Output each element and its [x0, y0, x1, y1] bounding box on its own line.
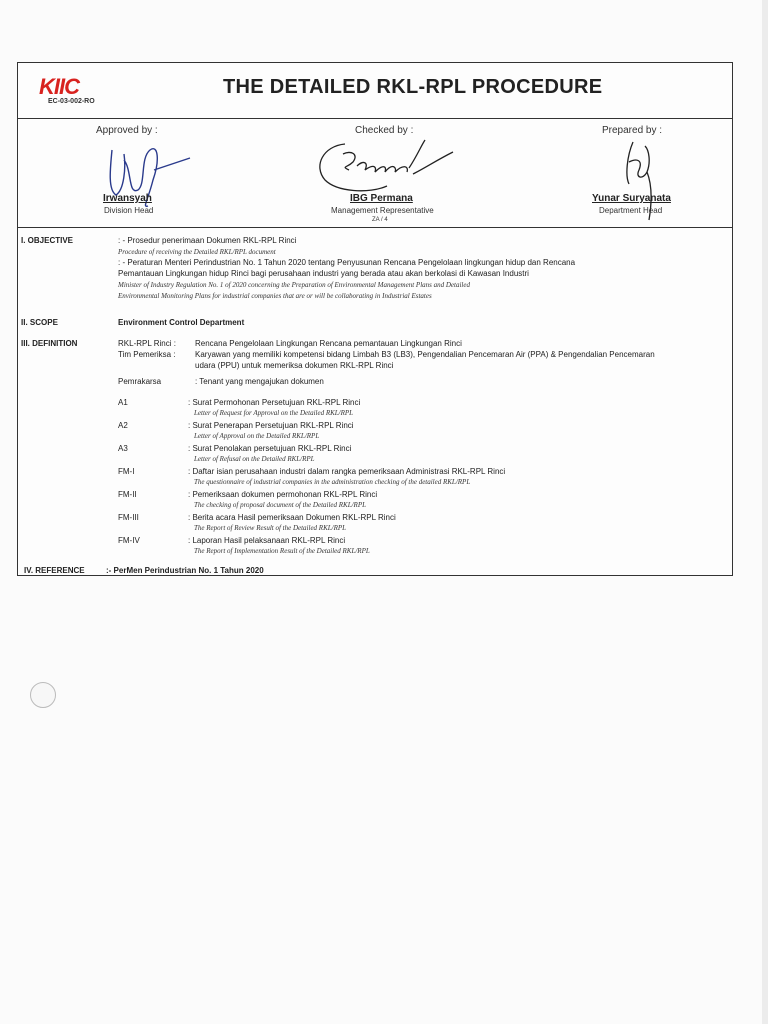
objective-line-2: : - Peraturan Menteri Perindustrian No. 1 Tahun 2020 tentang Penyusunan Rencana Pengelolaan lingkungan hidup dan Rencana — [118, 258, 576, 267]
signature-row — [18, 118, 732, 228]
kiic-logo — [38, 75, 114, 97]
form-en-fm4: The Report of Implementation Result of the Detailed RKL/RPL — [194, 547, 370, 555]
objective-line-2-en: Minister of Industry Regulation No. 1 of 2020 concerning the Preparation of Environmental Management Plans and Detailed — [118, 281, 470, 289]
checked-note: ZA / 4 — [372, 217, 388, 223]
document-code: EC-03-002-RO — [48, 98, 95, 105]
def-desc-3: : Tenant yang mengajukan dokumen — [195, 377, 324, 386]
objective-line-3-en: Environmental Monitoring Plans for industrial companies that are or will be collaborating in Industrial Estates — [118, 292, 432, 300]
form-code-fm1: FM-I — [118, 467, 135, 476]
form-title-fm3: : Berita acara Hasil pemeriksaan Dokumen RKL-RPL Rinci — [188, 513, 396, 522]
form-en-fm2: The checking of proposal document of the Detailed RKL/RPL — [194, 501, 366, 509]
scope-value: Environment Control Department — [118, 318, 245, 327]
prepared-label: Prepared by : — [602, 125, 663, 136]
def-desc-2: Karyawan yang memiliki kompetensi bidang Limbah B3 (LB3), Pengendalian Pencemaran Air (PPA) & Pengendalian Pencemaran — [195, 350, 655, 359]
kiic-logo-text: KIIC — [39, 75, 79, 97]
document-header — [18, 63, 732, 119]
reference-value: :- PerMen Perindustrian No. 1 Tahun 2020 — [106, 566, 264, 575]
form-en-a2: Letter of Approval on the Detailed RKL/RPL — [194, 432, 320, 440]
prepared-block — [508, 118, 734, 227]
form-code-a2: A2 — [118, 421, 128, 430]
objective-label: I. OBJECTIVE — [21, 236, 74, 245]
reference-label: IV. REFERENCE — [24, 566, 85, 575]
checked-label: Checked by : — [355, 125, 414, 136]
form-code-a1: A1 — [118, 398, 128, 407]
form-title-fm4: : Laporan Hasil pelaksanaan RKL-RPL Rinci — [188, 536, 346, 545]
form-title-fm2: : Pemeriksaan dokumen permohonan RKL-RPL Rinci — [188, 490, 378, 499]
objective-line-1-en: Procedure of receiving the Detailed RKL/RPL document — [118, 248, 276, 256]
objective-line-1: : - Prosedur penerimaan Dokumen RKL-RPL Rinci — [118, 236, 297, 245]
punch-hole-bottom — [30, 682, 56, 708]
prepared-name: Yunar Suryanata — [592, 193, 671, 204]
form-code-a3: A3 — [118, 444, 128, 453]
document-title: THE DETAILED RKL-RPL PROCEDURE — [223, 76, 603, 98]
form-code-fm2: FM-II — [118, 490, 137, 499]
def-desc-2b: udara (PPU) untuk memeriksa dokumen RKL-RPL Rinci — [195, 361, 394, 370]
form-en-fm1: The questionnaire of industrial companies in the administration checking of the detailed RKL/RPL — [194, 478, 471, 486]
objective-line-3: Pemantauan Lingkungan hidup Rinci bagi perusahaan industri yang berada atau akan berkolasi di Kawasan Industri — [118, 269, 529, 278]
approved-name: Irwansyah — [103, 193, 152, 204]
form-title-a3: : Surat Penolakan persetujuan RKL-RPL Rinci — [188, 444, 352, 453]
form-en-a3: Letter of Refusal on the Detailed RKL/RPL — [194, 455, 315, 463]
checked-signature — [313, 136, 458, 198]
approved-role: Division Head — [104, 206, 154, 215]
page-edge — [762, 0, 768, 1024]
checked-name: IBG Permana — [350, 193, 413, 204]
prepared-role: Department Head — [599, 206, 663, 215]
def-term-1: RKL-RPL Rinci : — [118, 339, 176, 348]
scope-label: II. SCOPE — [21, 318, 58, 327]
form-en-a1: Letter of Request for Approval on the Detailed RKL/RPL — [194, 409, 354, 417]
approved-label: Approved by : — [96, 125, 158, 136]
form-code-fm4: FM-IV — [118, 536, 140, 545]
checked-block — [258, 118, 508, 227]
def-term-2: Tim Pemeriksa : — [118, 350, 176, 359]
procedure-document — [17, 62, 733, 576]
definition-label: III. DEFINITION — [21, 339, 78, 348]
form-title-fm1: : Daftar isian perusahaan industri dalam rangka pemeriksaan Administrasi RKL-RPL Rinci — [188, 467, 506, 476]
form-code-fm3: FM-III — [118, 513, 139, 522]
form-title-a2: : Surat Penerapan Persetujuan RKL-RPL Rinci — [188, 421, 354, 430]
def-desc-1: Rencana Pengelolaan Lingkungan Rencana pemantauan Lingkungan Rinci — [195, 339, 462, 348]
form-en-fm3: The Report of Review Result of the Detailed RKL/RPL — [194, 524, 347, 532]
checked-role: Management Representative — [331, 206, 434, 215]
def-term-3: Pemrakarsa — [118, 377, 162, 386]
form-title-a1: : Surat Permohonan Persetujuan RKL-RPL Rinci — [188, 398, 361, 407]
approved-block — [18, 118, 258, 227]
